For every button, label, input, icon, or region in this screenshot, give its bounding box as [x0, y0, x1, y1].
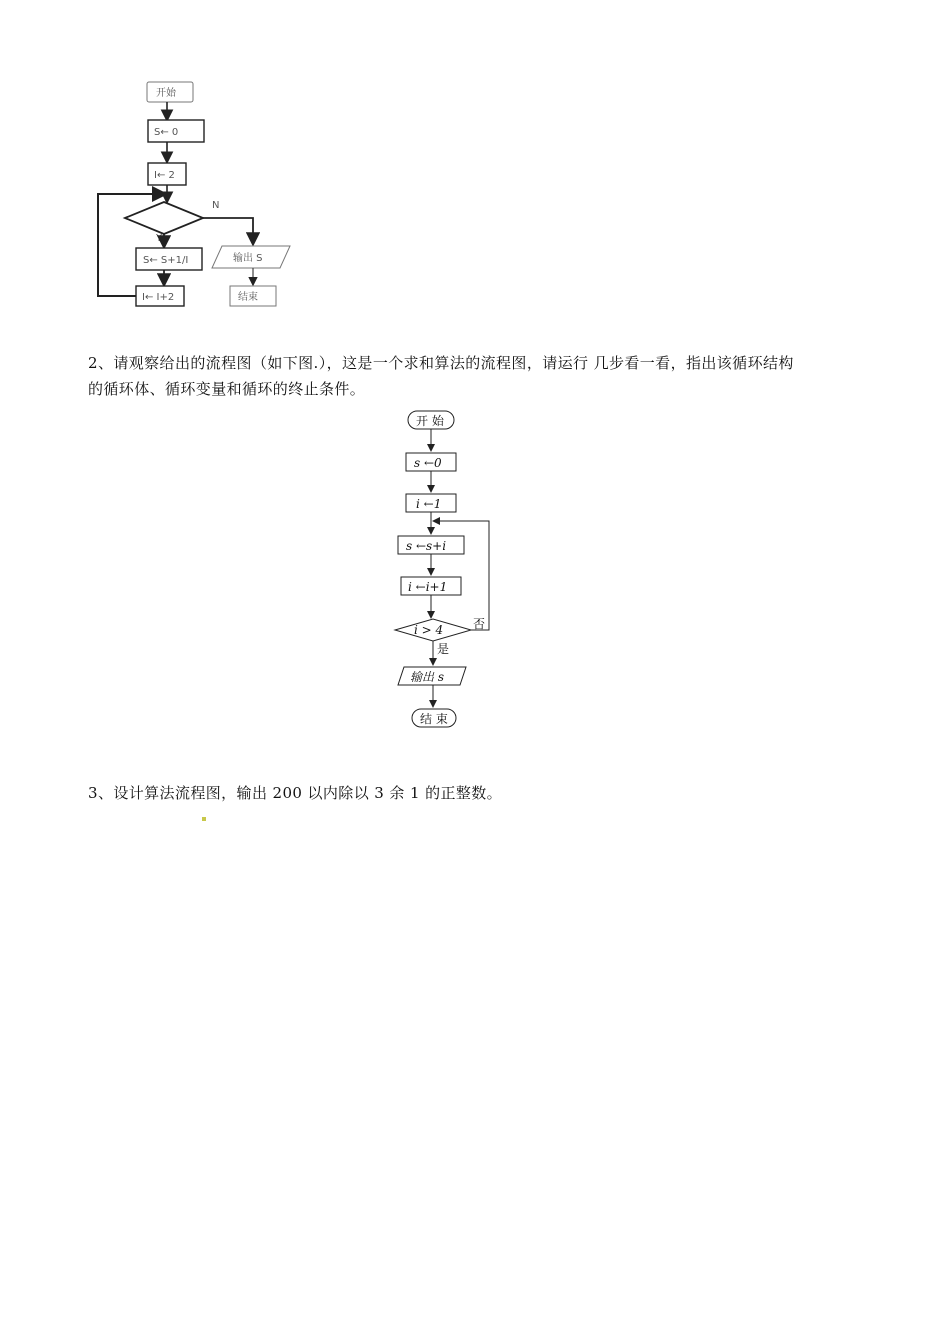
- fc1-i-update-label: I← I+2: [142, 292, 175, 303]
- fc2-i-update-label: i ←i+1: [408, 580, 448, 594]
- stray-mark: [202, 817, 206, 821]
- fc1-start-label: 开始: [156, 88, 176, 99]
- question-2-line-1: 2、请观察给出的流程图（如下图.），这是一个求和算法的流程图，请运行 几步看一看，指出该循环结构: [88, 354, 794, 372]
- fc1-no-label: N: [212, 200, 220, 211]
- fc1-output-label: 输出 S: [233, 253, 263, 264]
- question-3-line: 3、设计算法流程图，输出 200 以内除以 3 余 1 的正整数。: [88, 784, 503, 802]
- fc1-s-update-label: S← S+1/I: [143, 255, 189, 266]
- fc2-end-label: 结 束: [420, 712, 448, 726]
- flowchart-1: [90, 75, 310, 315]
- fc2-no-label: 否: [473, 617, 486, 631]
- fc1-yes-label: Y: [156, 233, 163, 244]
- fc1-s-init-label: S← 0: [154, 127, 179, 138]
- fc2-start-label: 开 始: [416, 414, 444, 428]
- question-2-text: [88, 350, 878, 402]
- fc1-end-label: 结束: [238, 292, 258, 303]
- fc2-output-label: 输出 s: [410, 670, 444, 684]
- fc1-i-init-label: I← 2: [154, 170, 175, 181]
- question-2-line-2: 的循环体、循环变量和循环的终止条件。: [88, 380, 366, 398]
- fc2-i-init-label: i ←1: [416, 497, 442, 511]
- flowchart-2: [380, 405, 540, 735]
- fc2-yes-label: 是: [437, 642, 450, 656]
- fc1-no-path-line: [203, 218, 253, 243]
- fc2-condition-label: i > 4: [414, 623, 444, 637]
- fc2-s-init-label: s ←0: [414, 456, 442, 470]
- fc1-condition-diamond: [125, 202, 203, 234]
- question-3-text: [88, 780, 878, 806]
- fc2-s-update-label: s ←s+i: [406, 539, 447, 553]
